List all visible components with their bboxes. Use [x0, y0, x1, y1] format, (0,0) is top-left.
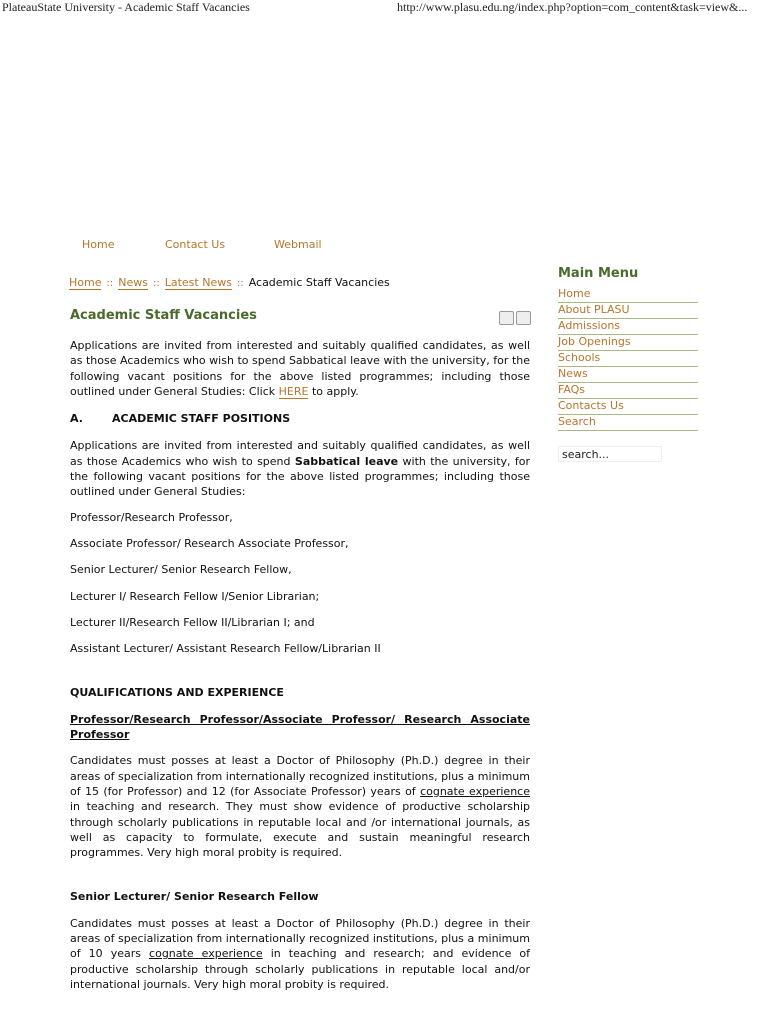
position-item: Professor/Research Professor, [70, 510, 233, 524]
qualifications-heading: QUALIFICATIONS AND EXPERIENCE [70, 686, 284, 700]
email-icon[interactable] [516, 311, 531, 325]
menu-item-admissions[interactable]: Admissions [558, 319, 698, 335]
position-item: Assistant Lecturer/ Assistant Research Fellow/Librarian II [70, 642, 381, 656]
menu-item-search[interactable]: Search [558, 415, 698, 431]
breadcrumb [69, 276, 390, 289]
print-page-title: PlateauState University - Academic Staff Vacancies [2, 0, 250, 14]
breadcrumb-separator: :: [152, 278, 160, 289]
menu-item-contacts[interactable]: Contacts Us [558, 399, 698, 415]
senior-lecturer-requirements: Candidates must posses at least a Doctor of Philosophy (Ph.D.) degree in their areas of specialization from internationally recognized institutions, plus a minimum of 10 years cognate experience in teaching and research; and evidence of productive scholarship through scholarly publications in reputable local and/or international journals. Very high moral probity is required. [70, 916, 531, 991]
positions-intro-paragraph: Applications are invited from interested and suitably qualified candidates, as well as those Academics who wish to spend Sabbatical leave with the university, for the following vacant positions for the above listed programmes; including those outlined under General Studies: [70, 439, 531, 499]
main-menu-title: Main Menu [558, 266, 639, 281]
menu-item-news[interactable]: News [558, 367, 698, 383]
breadcrumb-separator: :: [106, 278, 114, 289]
menu-item-schools[interactable]: Schools [558, 351, 698, 367]
menu-item-home[interactable]: Home [558, 287, 698, 303]
section-a-heading: A. ACADEMIC STAFF POSITIONS [70, 412, 291, 426]
article-tools [499, 310, 533, 329]
topnav-contact-link[interactable]: Contact Us [165, 238, 226, 251]
apply-here-link[interactable]: HERE [278, 384, 309, 398]
main-menu [558, 266, 698, 431]
position-item: Lecturer I/ Research Fellow I/Senior Librarian; [70, 589, 320, 603]
menu-item-about[interactable]: About PLASU [558, 303, 698, 319]
topnav-webmail-link[interactable]: Webmail [274, 238, 322, 251]
print-header [0, 0, 768, 16]
senior-lecturer-heading: Senior Lecturer/ Senior Research Fellow [70, 890, 319, 904]
breadcrumb-separator: :: [236, 278, 244, 289]
breadcrumb-latest-news-link[interactable]: Latest News [164, 276, 232, 289]
breadcrumb-home-link[interactable]: Home [69, 276, 102, 289]
topnav-home-link[interactable]: Home [82, 238, 115, 251]
article-body [70, 338, 530, 992]
article-title: Academic Staff Vacancies [70, 308, 257, 323]
professor-requirements: Candidates must posses at least a Doctor of Philosophy (Ph.D.) degree in their areas of specialization from internationally recognized institutions, plus a minimum of 15 (for Professor) and 12 (for Associate Professor) years of cognate experience in teaching and research. They must show evidence of productive scholarship through scholarly publications in reputable local and /or international journals, as well as capacity to formulate, execute and sustain meaningful research programmes. Very high moral probity is required. [70, 754, 530, 860]
position-item: Associate Professor/ Research Associate Professor, [70, 536, 349, 550]
professor-heading: Professor/Research Professor/Associate Professor/ Research Associate Professor [70, 712, 530, 742]
intro-paragraph: Applications are invited from interested and suitably qualified candidates, as well as those Academics who wish to spend Sabbatical leave with the university, for the following vacant positions for the above listed programmes; including those outlined under General Studies: Click HERE to apply. [70, 339, 530, 398]
menu-item-faqs[interactable]: FAQs [558, 383, 698, 399]
position-item: Senior Lecturer/ Senior Research Fellow, [70, 563, 292, 577]
breadcrumb-news-link[interactable]: News [118, 276, 148, 289]
print-icon[interactable] [499, 311, 514, 325]
search-input[interactable] [558, 446, 662, 462]
menu-item-job-openings[interactable]: Job Openings [558, 335, 698, 351]
breadcrumb-current: Academic Staff Vacancies [248, 276, 390, 289]
position-item: Lecturer II/Research Fellow II/Librarian I; and [70, 615, 315, 629]
print-page-url: http://www.plasu.edu.ng/index.php?option=com_content&task=view&... [397, 0, 748, 14]
